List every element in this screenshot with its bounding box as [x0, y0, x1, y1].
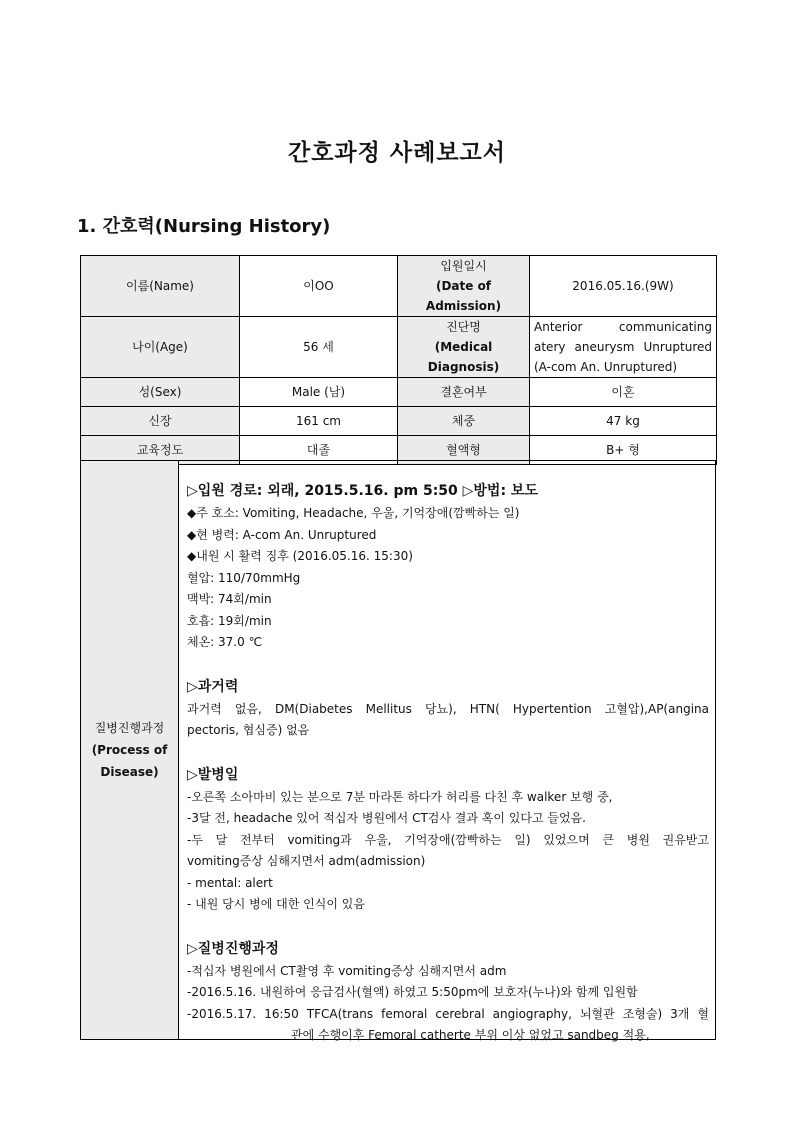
diagnosis-label-line: Diagnosis) [427, 360, 500, 374]
onset-line: -오른쪽 소아마비 있는 분으로 7분 마라톤 하다가 허리를 다친 후 walker 보행 중, [187, 789, 613, 804]
weight-value: 47 kg [530, 407, 717, 436]
disease-process-content [187, 479, 709, 1047]
progress-line: -2016.5.16. 내원하여 응급검사(혈액) 하였고 5:50pm에 보호자(누나)와 함께 입원함 [187, 985, 638, 999]
blood-type-label: 혈액형 [398, 436, 530, 465]
disease-label-line: (Process of [91, 743, 168, 757]
diagnosis-label-line: 진단명 [446, 320, 481, 334]
past-history-line: 과거력 없음, DM(Diabetes Mellitus 당뇨), HTN( Hypertention 고혈압),AP(angina [187, 701, 709, 716]
education-label: 교육정도 [81, 436, 240, 465]
progress-line: 관에 수행이후 Femoral catherte 부위 이상 없었고 sandbeg 적용, [291, 1028, 650, 1042]
table-row [81, 407, 717, 436]
name-value: 이OO [240, 256, 398, 317]
education-value: 대졸 [240, 436, 398, 465]
age-label: 나이(Age) [81, 317, 240, 378]
weight-label: 체중 [398, 407, 530, 436]
onset-line: - 내원 당시 병에 대한 인식이 있음 [187, 897, 365, 911]
onset-line: -두 달 전부터 vomiting과 우울, 기억장애(깜빡하는 일) 있었으며 큰 병원 권유받고 [187, 832, 709, 847]
onset-line: -3달 전, headache 있어 적십자 병원에서 CT검사 결과 혹이 있다고 들었음. [187, 811, 586, 825]
disease-process-label [81, 461, 179, 1039]
disease-process-section [80, 460, 716, 1040]
sex-value: Male (남) [240, 378, 398, 407]
temperature: 체온: 37.0 ℃ [187, 635, 263, 649]
diagnosis-value-line: (A-com An. Unruptured) [534, 360, 678, 374]
admission-date-label [398, 256, 530, 317]
document-title: 간호과정 사례보고서 [288, 140, 506, 166]
admission-route: ▷입원 경로: 외래, 2015.5.16. pm 5:50 ▷방법: 보도 [187, 483, 538, 499]
sex-label: 성(Sex) [81, 378, 240, 407]
present-illness: ◆현 병력: A-com An. Unruptured [187, 527, 377, 542]
onset-title: ▷발병일 [187, 766, 239, 783]
marriage-value: 이혼 [530, 378, 717, 407]
admission-label-line: (Date of [435, 279, 492, 293]
vitals-title: ◆내원 시 활력 징후 (2016.05.16. 15:30) [187, 549, 413, 563]
admission-date-value: 2016.05.16.(9W) [530, 256, 717, 317]
past-history-title: ▷과거력 [187, 678, 239, 695]
name-label: 이름(Name) [81, 256, 240, 317]
progress-title: ▷질병진행과정 [187, 940, 279, 957]
blood-type-value: B+ 형 [530, 436, 717, 465]
progress-line: -2016.5.17. 16:50 TFCA(trans femoral cerebral angiography, 뇌혈관 조형술) 3개 혈 [187, 1006, 709, 1021]
diagnosis-label [398, 317, 530, 378]
disease-label-line: Disease) [100, 765, 159, 779]
admission-label-line: Admission) [425, 299, 502, 313]
age-value: 56 세 [240, 317, 398, 378]
patient-info-table [80, 255, 717, 465]
diagnosis-value [530, 317, 717, 378]
diagnosis-value-line: Anterior communicating [534, 320, 712, 334]
marriage-label: 결혼여부 [398, 378, 530, 407]
pulse: 맥박: 74회/min [187, 592, 272, 606]
disease-label-line: 질병진행과정 [94, 721, 165, 735]
height-value: 161 cm [240, 407, 398, 436]
blood-pressure: 혈압: 110/70mmHg [187, 570, 301, 585]
diagnosis-label-line: (Medical [434, 340, 493, 354]
progress-line: -적십자 병원에서 CT촬영 후 vomiting증상 심해지면서 adm [187, 963, 507, 978]
section-title: 1. 간호력(Nursing History) [77, 216, 331, 237]
table-row [81, 317, 717, 378]
past-history-line: pectoris, 협심증) 없음 [187, 723, 310, 737]
height-label: 신장 [81, 407, 240, 436]
respiration: 호흡: 19회/min [187, 613, 272, 628]
table-row [81, 378, 717, 407]
diagnosis-value-line: atery aneurysm Unruptured [534, 340, 712, 354]
chief-complaint: ◆주 호소: Vomiting, Headache, 우울, 기억장애(깜빡하는 일) [187, 506, 520, 520]
onset-line: vomiting증상 심해지면서 adm(admission) [187, 854, 426, 868]
admission-label-line: 입원일시 [440, 259, 487, 273]
onset-line: - mental: alert [187, 875, 273, 890]
table-row [81, 256, 717, 317]
